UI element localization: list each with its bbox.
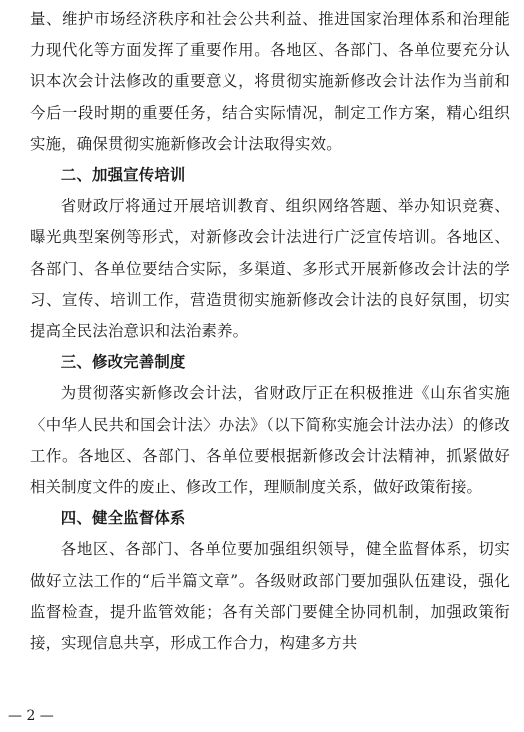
section-heading-supervision-system: 四、健全监督体系 (60, 509, 186, 528)
page-number: — 2 — (8, 708, 54, 724)
paragraph-supervision-system: 各地区、各部门、各单位要加强组织领导，健全监督体系，切实做好立法工作的“后半篇文章”。各级财政部门要加强队伍建设，强化监督检查，提升监管效能；各有关部门要健全协同机制，加强政策衔接，实现信息共享，形成工作合力，构建多方共 (30, 540, 510, 653)
section-heading-improve-system: 三、修改完善制度 (60, 353, 186, 372)
paragraph-improve-system: 为贯彻落实新修改会计法，省财政厅正在积极推进《山东省实施〈中华人民共和国会计法〉办法》（以下简称实施会计法办法）的修改工作。各地区、各部门、各单位要根据新修改会计法精神，抓紧做好相关制度文件的废止、修改工作，理顺制度关系，做好政策衔接。 (30, 384, 510, 497)
paragraph-intro-continued: 量、维护市场经济秩序和社会公共利益、推进国家治理体系和治理能力现代化等方面发挥了重要作用。各地区、各部门、各单位要充分认识本次会计法修改的重要意义，将贯彻实施新修改会计法作为当前和今后一段时期的重要任务，结合实际情况，制定工作方案，精心组织实施，确保贯彻实施新修改会计法取得实效。 (30, 10, 510, 153)
section-heading-publicity-training: 二、加强宣传培训 (60, 166, 186, 185)
paragraph-publicity-training: 省财政厅将通过开展培训教育、组织网络答题、举办知识竞赛、曝光典型案例等形式，对新修改会计法进行广泛宣传培训。各地区、各部门、各单位要结合实际，多渠道、多形式开展新修改会计法的学习、宣传、培训工作，营造贯彻实施新修改会计法的良好氛围，切实提高全民法治意识和法治素养。 (30, 197, 510, 341)
document-body (30, 4, 510, 659)
